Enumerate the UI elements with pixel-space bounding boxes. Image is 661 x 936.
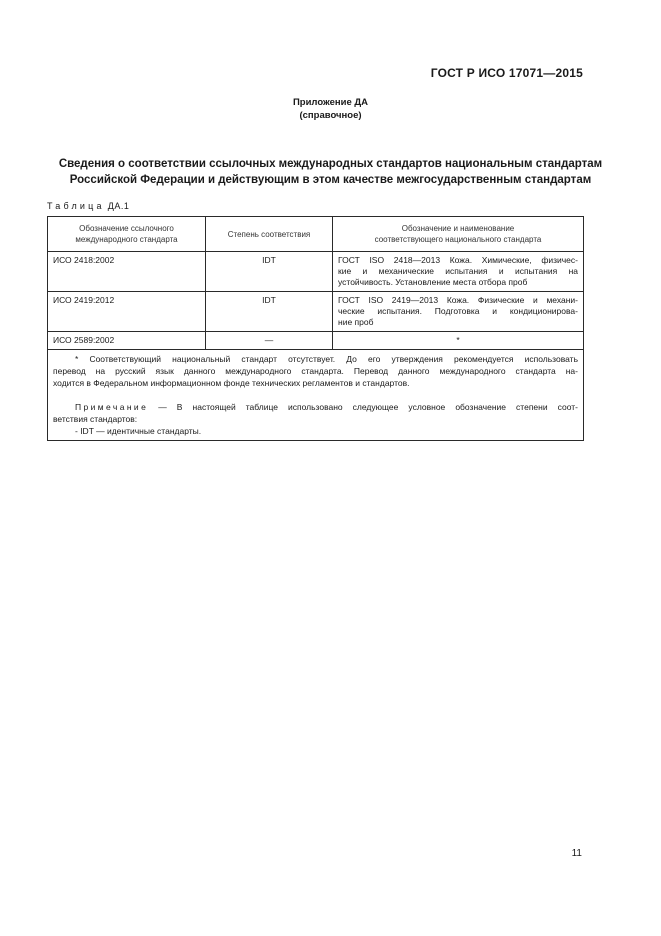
cell-national: [333, 292, 584, 332]
table-label-id: ДА.1: [107, 201, 130, 211]
table-label-word: Таблица: [47, 201, 105, 211]
table-row: [48, 332, 584, 350]
note-line: ветствия стандартов:: [53, 414, 138, 424]
note-line: [53, 401, 578, 413]
cell-line: кие и механические испытания и испытания на: [338, 266, 578, 276]
cell-line: устойчивость. Установление места отбора проб: [338, 277, 528, 287]
footnote-line: * Соответствующий национальный стандарт отсутствует. До его утверждения рекомендуется использовать: [75, 354, 578, 364]
cell-national: *: [333, 332, 584, 350]
column-header-degree: [206, 217, 333, 252]
main-title-line: Российской Федерации и действующим в этом качестве межгосударственным стандартам: [69, 174, 592, 186]
column-header-line: Степень соответствия: [227, 229, 311, 239]
column-header-line: Обозначение ссылочного: [79, 224, 174, 233]
table-notes-row: [48, 350, 584, 441]
correspondence-table: [47, 216, 584, 441]
cell-line: ГОСТ ISO 2418—2013 Кожа. Химические, физичес-: [338, 255, 578, 265]
cell-national: [333, 252, 584, 292]
main-title: [40, 156, 621, 188]
cell-degree: IDT: [206, 252, 333, 292]
appendix-heading: [0, 96, 661, 122]
column-header-ref: [48, 217, 206, 252]
footnote-line: перевод на русский язык данного международного стандарта. Перевод данного международного стандарта на-: [53, 366, 578, 376]
table-label: [47, 201, 129, 211]
column-header-line: Обозначение и наименование: [401, 224, 515, 233]
cell-line: ГОСТ ISO 2419—2013 Кожа. Физические и механи-: [338, 295, 578, 305]
notes-spacer: [53, 389, 578, 401]
column-header-line: соответствующего национального стандарта: [374, 235, 542, 244]
table-row: [48, 252, 584, 292]
note-line: - IDT — идентичные стандарты.: [75, 426, 202, 436]
note-text: — В настоящей таблице использовано следующее условное обозначение степени соот-: [148, 402, 578, 412]
page-number: 11: [571, 848, 582, 859]
appendix-subtitle: (справочное): [299, 110, 362, 121]
cell-ref: ИСО 2589:2002: [48, 332, 206, 350]
table-header-row: [48, 217, 584, 252]
footnote-line: ходится в Федеральном информационном фонде технических регламентов и стандартов.: [53, 378, 410, 388]
appendix-title: Приложение ДА: [292, 97, 369, 108]
cell-line: ние проб: [338, 317, 374, 327]
column-header-national: [333, 217, 584, 252]
column-header-line: международного стандарта: [75, 235, 178, 244]
note-label: Примечание: [75, 402, 149, 412]
main-title-line: Сведения о соответствии ссылочных международных стандартов национальным стандартам: [58, 158, 603, 170]
cell-ref: ИСО 2419:2012: [48, 292, 206, 332]
table-row: [48, 292, 584, 332]
cell-degree: —: [206, 332, 333, 350]
cell-degree: IDT: [206, 292, 333, 332]
cell-ref: ИСО 2418:2002: [48, 252, 206, 292]
cell-line: ческие испытания. Подготовка и кондиционирова-: [338, 306, 578, 316]
table-notes: [48, 350, 584, 441]
standard-code: ГОСТ Р ИСО 17071—2015: [430, 66, 583, 80]
